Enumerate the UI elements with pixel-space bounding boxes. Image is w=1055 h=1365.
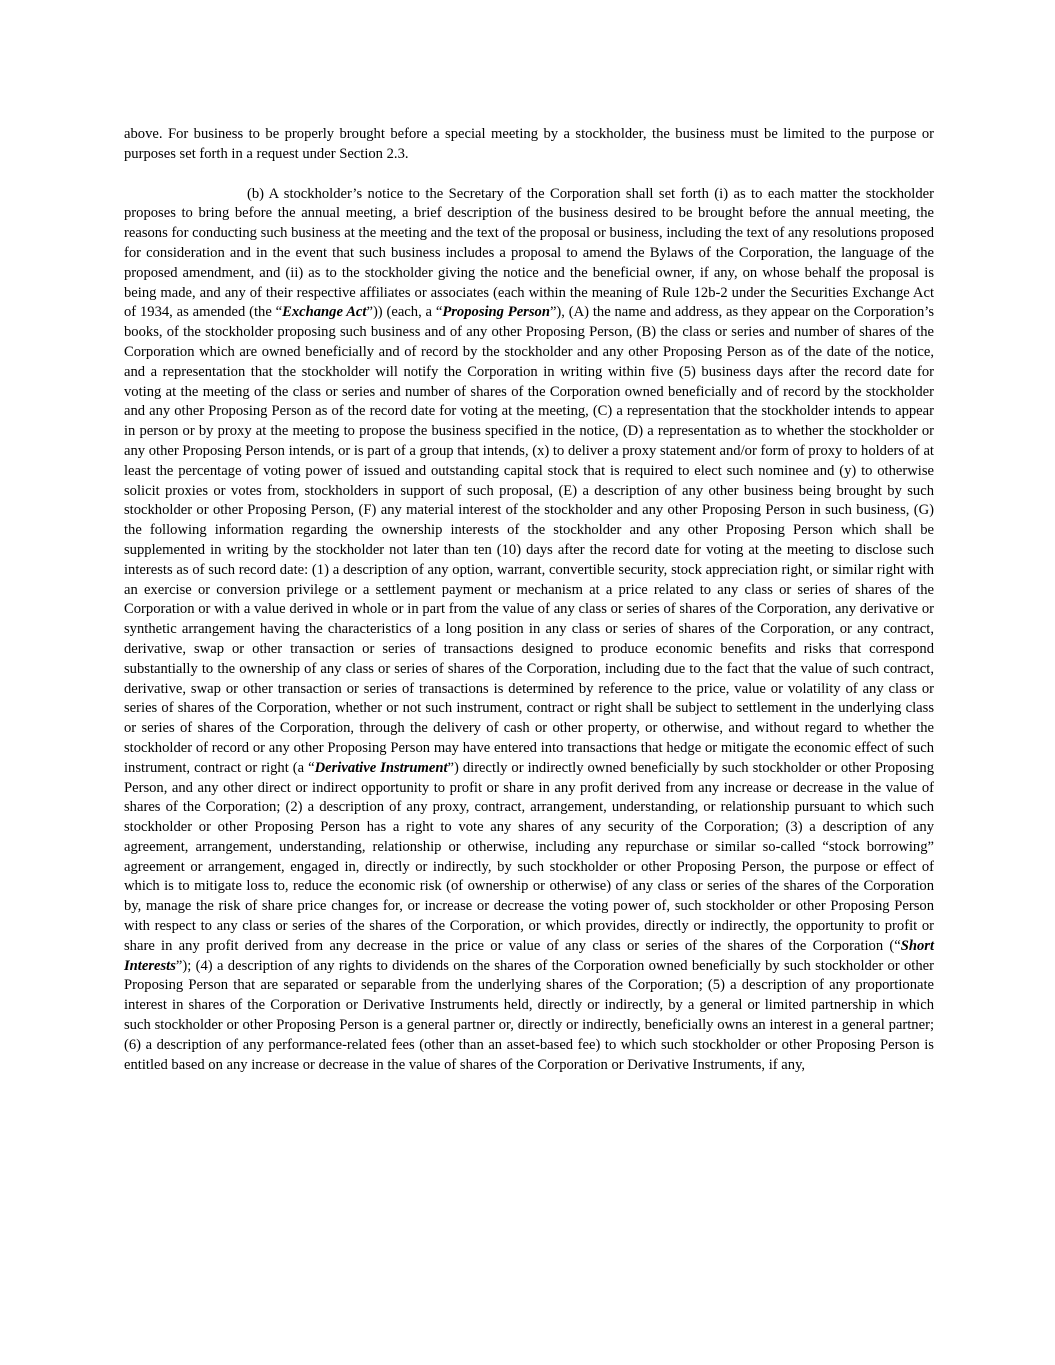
paragraph-text: ”) directly or indirectly owned beneficially by such stockholder or other Proposing Person, and any other direct or indirect opportunity to profit or share in any profit derived from any increase or decrease in the value of shares of the Corporation; (2) a description of any proxy, contract, arrangement, understanding, or relationship pursuant to which such stockholder or other Proposing Person has a right to vote any shares of any security of the Corporation; (3) a description of any agreement, arrangement, understanding, relationship or otherwise, including any repurchase or similar so-called “stock borrowing” agreement or arrangement, engaged in, directly or indirectly, by such stockholder or other Proposing Person, the purpose or effect of which is to mitigate loss to, reduce the economic risk (of ownership or otherwise) of any class or series of the shares of the Corporation by, manage the risk of share price changes for, or increase or decrease the voting power of, such stockholder or other Proposing Person with respect to any class or series of the shares of the Corporation, or which provides, directly or indirectly, the opportunity to profit or share in any profit derived from any decrease in the price or value of any class or series of the shares of the Corporation (“: [124, 759, 935, 954]
defined-term-exchange-act: Exchange Act: [282, 304, 367, 321]
defined-term-proposing-person: Proposing Person: [442, 304, 550, 321]
paragraph-text: ”)) (each, a “: [366, 304, 443, 321]
defined-term-derivative-instrument: Derivative Instrument: [314, 759, 448, 776]
document-body: [124, 125, 934, 1075]
paragraph-b-stockholder-notice: [124, 185, 934, 1076]
paragraph-continuation: above. For business to be properly brought before a special meeting by a stockholder, the business must be limited to the purpose or purposes set forth in a request under Section 2.3.: [124, 126, 934, 162]
defined-term-short-interests: Short Interests: [124, 937, 934, 974]
paragraph-text: ”), (A) the name and address, as they appear on the Corporation’s books, of the stockholder proposing such business and of any other Proposing Person, (B) the class or series and number of shares of the Corporation which are owned beneficially and of record by the stockholder and any other Proposing Person as of the date of the notice, and a representation that the stockholder will notify the Corporation in writing within five (5) business days after the record date for voting at the meeting of the class or series and number of shares of the Corporation owned beneficially and of record by the stockholder and any other Proposing Person as of the record date for voting at the meeting, (C) a representation that the stockholder intends to appear in person or by proxy at the meeting to propose the business specified in the notice, (D) a representation as to whether the stockholder or any other Proposing Person intends, or is part of a group that intends, (x) to deliver a proxy statement and/or form of proxy to holders of at least the percentage of voting power of issued and outstanding capital stock that is required to elect such nominee and (y) to otherwise solicit proxies or votes from, stockholders in support of such proposal, (E) a description of any other business being brought by such stockholder or other Proposing Person, (F) any material interest of the stockholder and any other Proposing Person in such business, (G) the following information regarding the ownership interests of the stockholder and any other Proposing Person which shall be supplemented in writing by the stockholder not later than ten (10) days after the record date for voting at the meeting to disclose such interests as of such record date: (1) a description of any option, warrant, convertible security, stock appreciation right, or similar right with an exercise or conversion privilege or a settlement payment or mechanism at a price related to any class or series of shares of the Corporation or with a value derived in whole or in part from the value of any class or series of shares of the Corporation, any derivative or synthetic arrangement having the characteristics of a long position in any class or series of shares of the Corporation, or any contract, derivative, swap or other transaction or series of transactions designed to produce economic benefits and risks that correspond substantially to the ownership of any class or series of shares of the Corporation, including due to the fact that the value of such contract, derivative, swap or other transaction or series of transactions is determined by reference to the price, value or volatility of any class or series of shares of the Corporation, whether or not such instrument, contract or right shall be subject to settlement in the underlying class or series of shares of the Corporation, through the delivery of cash or other property, or otherwise, and without regard to whether the stockholder of record or any other Proposing Person may have entered into transactions that hedge or mitigate the economic effect of such instrument, contract or right (a “: [124, 304, 934, 776]
paragraph-text: ”); (4) a description of any rights to dividends on the shares of the Corporation owned beneficially by such stockholder or other Proposing Person that are separated or separable from the underlying shares of the Corporation; (5) a description of any proportionate interest in shares of the Corporation or Derivative Instruments held, directly or indirectly, by a general or limited partnership in which such stockholder or other Proposing Person is a general partner or, directly or indirectly, beneficially owns an interest in a general partner; (6) a description of any performance-related fees (other than an asset-based fee) to which such stockholder or other Proposing Person is entitled based on any increase or decrease in the value of shares of the Corporation or Derivative Instruments, if any,: [124, 957, 934, 1073]
paragraph-text: (b) A stockholder’s notice to the Secretary of the Corporation shall set forth (i) as to each matter the stockholder proposes to bring before the annual meeting, a brief description of the business desired to be brought before the annual meeting, the reasons for conducting such business at the meeting and the text of the proposal or business, including the text of any resolutions proposed for consideration and in the event that such business includes a proposal to amend the Bylaws of the Corporation, the language of the proposed amendment, and (ii) as to the stockholder giving the notice and the beneficial owner, if any, on whose behalf the proposal is being made, and any of their respective affiliates or associates (each within the meaning of Rule 12b-2 under the Securities Exchange Act of 1934, as amended (the “: [124, 185, 934, 321]
